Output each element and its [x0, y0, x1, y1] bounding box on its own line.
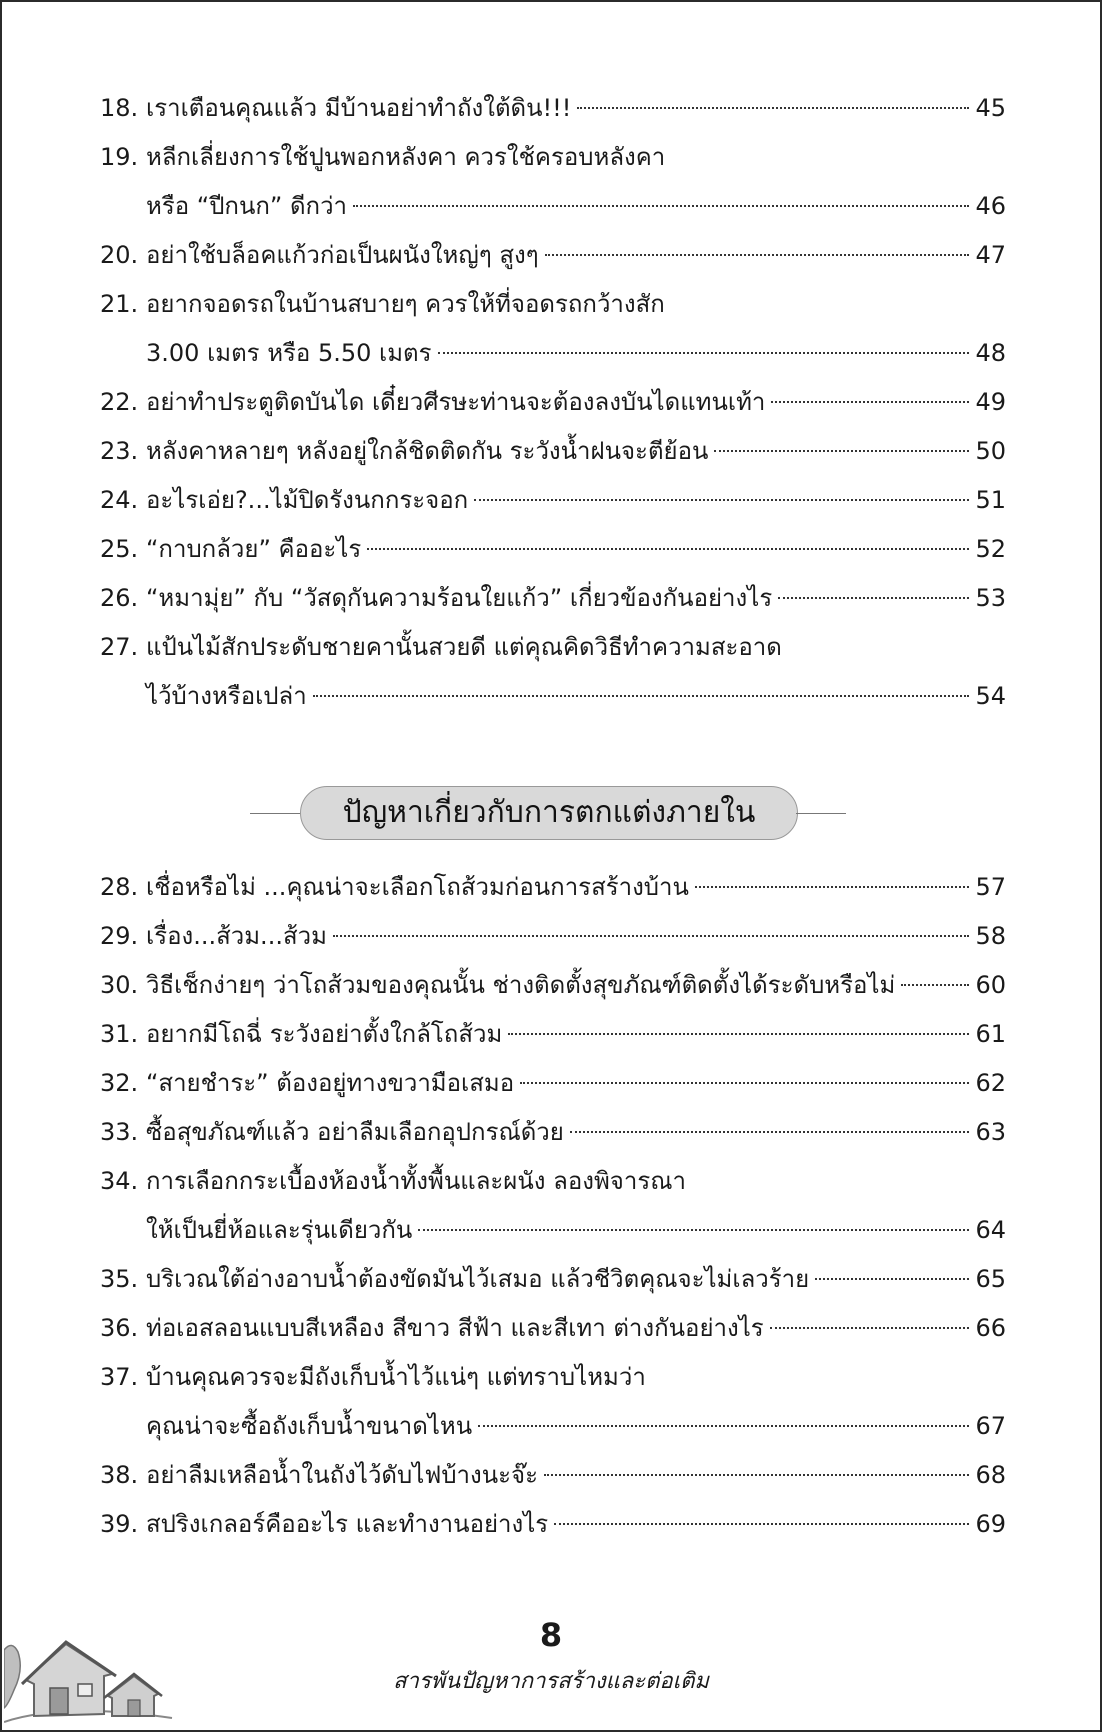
toc-entry: [100, 1500, 1006, 1549]
toc-entry: [100, 280, 1006, 329]
toc-entry-title: วิธีเช็กง่ายๆ ว่าโถส้วมของคุณนั้น ช่างติดตั้งสุขภัณฑ์ติดตั้งได้ระดับหรือไม่: [146, 971, 896, 999]
toc-dot-leader: [545, 254, 970, 256]
toc-entry-page: 57: [975, 873, 1006, 901]
toc-entry-title: บ้านคุณควรจะมีถังเก็บน้ำไว้แน่ๆ แต่ทราบไหมว่า: [146, 1363, 646, 1391]
toc-entry-number: 25.: [100, 535, 139, 563]
toc-dot-leader: [367, 548, 969, 550]
toc-entry-title: อย่าลืมเหลือน้ำในถังไว้ดับไฟบ้างนะจ๊ะ: [146, 1461, 538, 1489]
toc-dot-leader: [815, 1278, 969, 1280]
toc-dot-leader: [438, 352, 970, 354]
page-number: 8: [539, 1616, 563, 1654]
section-rule-right: [796, 813, 846, 814]
toc-entry-title-cont: 3.00 เมตร หรือ 5.50 เมตร: [146, 339, 432, 367]
toc-entry-title-cont: คุณน่าจะซื้อถังเก็บน้ำขนาดไหน: [146, 1412, 473, 1440]
toc-entry-number: 22.: [100, 388, 139, 416]
toc-entry-page: 49: [975, 388, 1006, 416]
toc-entry-page: 46: [975, 192, 1006, 220]
toc-entry-number: 38.: [100, 1461, 139, 1489]
toc-entry-number: 36.: [100, 1314, 139, 1342]
toc-entry: [100, 1304, 1006, 1353]
toc-entry: [100, 1255, 1006, 1304]
toc-entry-page: 64: [975, 1216, 1006, 1244]
toc-entry-page: 51: [975, 486, 1006, 514]
toc-entry-page: 62: [975, 1069, 1006, 1097]
toc-entry: [100, 476, 1006, 525]
toc-entry-continuation: [100, 1402, 1006, 1451]
section-header: [250, 786, 846, 840]
toc-entry-title: หลีกเลี่ยงการใช้ปูนพอกหลังคา ควรใช้ครอบหลังคา: [146, 143, 666, 171]
toc-entry-number: 18.: [100, 94, 139, 122]
toc-dot-leader: [554, 1523, 969, 1525]
toc-entry-continuation: [100, 329, 1006, 378]
toc-entry-number: 33.: [100, 1118, 139, 1146]
toc-dot-leader: [570, 1131, 970, 1133]
toc-entry-page: 52: [975, 535, 1006, 563]
toc-dot-leader: [333, 935, 970, 937]
toc-dot-leader: [901, 984, 969, 986]
toc-entry-page: 63: [975, 1118, 1006, 1146]
toc-entry-continuation: [100, 1206, 1006, 1255]
toc-entry: [100, 231, 1006, 280]
toc-entry: [100, 427, 1006, 476]
toc-entry-number: 19.: [100, 143, 139, 171]
toc-entry: [100, 1108, 1006, 1157]
toc-dot-leader: [778, 597, 969, 599]
toc-entry-number: 26.: [100, 584, 139, 612]
toc-entry-title: แป้นไม้สักประดับชายคานั้นสวยดี แต่คุณคิดวิธีทำความสะอาด: [146, 633, 782, 661]
toc-entry-page: 68: [975, 1461, 1006, 1489]
toc-entry-continuation: [100, 182, 1006, 231]
toc-entry: [100, 1451, 1006, 1500]
toc-dot-leader: [474, 499, 969, 501]
toc-entry-number: 37.: [100, 1363, 139, 1391]
toc-entry-title: อะไรเอ่ย?...ไม้ปิดรังนกกระจอก: [146, 486, 469, 514]
toc-entry-title: “สายชำระ” ต้องอยู่ทางขวามือเสมอ: [146, 1069, 515, 1097]
toc-entry: [100, 1353, 1006, 1402]
toc-dot-leader: [770, 1327, 970, 1329]
toc-entry: [100, 378, 1006, 427]
toc-entry-title: เรื่อง...ส้วม...ส้วม: [146, 922, 327, 950]
toc-entry-number: 27.: [100, 633, 139, 661]
toc-dot-leader: [544, 1474, 969, 1476]
toc-entry: [100, 133, 1006, 182]
section-heading: ปัญหาเกี่ยวกับการตกแต่งภายใน: [300, 786, 798, 840]
toc-entry-page: 48: [975, 339, 1006, 367]
toc-entry: [100, 961, 1006, 1010]
toc-entry: [100, 623, 1006, 672]
toc-entry-number: 23.: [100, 437, 139, 465]
toc-entry: [100, 84, 1006, 133]
toc-dot-leader: [313, 695, 970, 697]
toc-dot-leader: [520, 1082, 969, 1084]
toc-entry: [100, 1010, 1006, 1059]
toc-entry-title: สปริงเกลอร์คืออะไร และทำงานอย่างไร: [146, 1510, 549, 1538]
toc-entry-title-cont: ไว้บ้างหรือเปล่า: [146, 682, 307, 710]
toc-entry-title: เชื่อหรือไม่ ...คุณน่าจะเลือกโถส้วมก่อนการสร้างบ้าน: [146, 873, 689, 901]
toc-entry-number: 24.: [100, 486, 139, 514]
toc-entry: [100, 1059, 1006, 1108]
toc-dot-leader: [353, 205, 969, 207]
toc-entry-title: ท่อเอสลอนแบบสีเหลือง สีขาว สีฟ้า และสีเทา ต่างกันอย่างไร: [146, 1314, 764, 1342]
toc-entry-title: อยากจอดรถในบ้านสบายๆ ควรให้ที่จอดรถกว้างสัก: [146, 290, 665, 318]
toc-entry-title: การเลือกกระเบื้องห้องน้ำทั้งพื้นและผนัง ลองพิจารณา: [146, 1167, 686, 1195]
toc-entry-page: 53: [975, 584, 1006, 612]
toc-entry-page: 45: [975, 94, 1006, 122]
toc-entry-page: 54: [975, 682, 1006, 710]
toc-entry-page: 61: [975, 1020, 1006, 1048]
toc-entry-number: 39.: [100, 1510, 139, 1538]
toc-entry-page: 58: [975, 922, 1006, 950]
toc-dot-leader: [714, 450, 969, 452]
toc-entry-page: 67: [975, 1412, 1006, 1440]
toc-entry-title: อย่าทำประตูติดบันได เดี๋ยวศีรษะท่านจะต้องลงบันไดแทนเท้า: [146, 388, 766, 416]
toc-dot-leader: [771, 401, 969, 403]
toc-entry-title: อย่าใช้บล็อคแก้วก่อเป็นผนังใหญ่ๆ สูงๆ: [146, 241, 539, 269]
toc-entry-number: 20.: [100, 241, 139, 269]
toc-entry-title: เราเตือนคุณแล้ว มีบ้านอย่าทำถังใต้ดิน!!!: [146, 94, 572, 122]
toc-dot-leader: [508, 1033, 969, 1035]
toc-entry-continuation: [100, 672, 1006, 721]
toc-entry-title: ซื้อสุขภัณฑ์แล้ว อย่าลืมเลือกอุปกรณ์ด้วย: [146, 1118, 564, 1146]
toc-entry-page: 65: [975, 1265, 1006, 1293]
toc-list-part-1: [100, 84, 1006, 721]
toc-entry-title: อยากมีโถฉี่ ระวังอย่าตั้งใกล้โถส้วม: [146, 1020, 503, 1048]
toc-entry: [100, 1157, 1006, 1206]
toc-entry-page: 69: [975, 1510, 1006, 1538]
toc-dot-leader: [577, 107, 969, 109]
toc-dot-leader: [695, 886, 970, 888]
toc-entry-number: 29.: [100, 922, 139, 950]
toc-entry-number: 34.: [100, 1167, 139, 1195]
toc-entry-number: 28.: [100, 873, 139, 901]
toc-entry-number: 31.: [100, 1020, 139, 1048]
toc-entry-page: 50: [975, 437, 1006, 465]
section-rule-left: [250, 813, 300, 814]
toc-entry-number: 21.: [100, 290, 139, 318]
toc-list-part-2: [100, 863, 1006, 1549]
toc-entry-number: 32.: [100, 1069, 139, 1097]
toc-entry-title-cont: ให้เป็นยี่ห้อและรุ่นเดียวกัน: [146, 1216, 413, 1244]
book-title: สารพันปัญหาการสร้างและต่อเติม: [393, 1669, 709, 1694]
toc-entry-number: 35.: [100, 1265, 139, 1293]
toc-entry-title: “กาบกล้วย” คืออะไร: [146, 535, 362, 563]
toc-entry-page: 66: [975, 1314, 1006, 1342]
toc-entry: [100, 863, 1006, 912]
toc-dot-leader: [478, 1425, 969, 1427]
toc-entry-title: “หมามุ่ย” กับ “วัสดุกันความร้อนใยแก้ว” เกี่ยวข้องกันอย่างไร: [146, 584, 773, 612]
toc-entry: [100, 912, 1006, 961]
toc-entry: [100, 525, 1006, 574]
toc-entry-title-cont: หรือ “ปีกนก” ดีกว่า: [146, 192, 348, 220]
toc-dot-leader: [418, 1229, 969, 1231]
toc-entry-page: 60: [975, 971, 1006, 999]
toc-entry-page: 47: [975, 241, 1006, 269]
toc-entry: [100, 574, 1006, 623]
toc-entry-title: หลังคาหลายๆ หลังอยู่ใกล้ชิดติดกัน ระวังน้ำฝนจะตีย้อน: [146, 437, 709, 465]
toc-entry-title: บริเวณใต้อ่างอาบน้ำต้องขัดมันไว้เสมอ แล้วชีวิตคุณจะไม่เลวร้าย: [146, 1265, 810, 1293]
toc-entry-number: 30.: [100, 971, 139, 999]
